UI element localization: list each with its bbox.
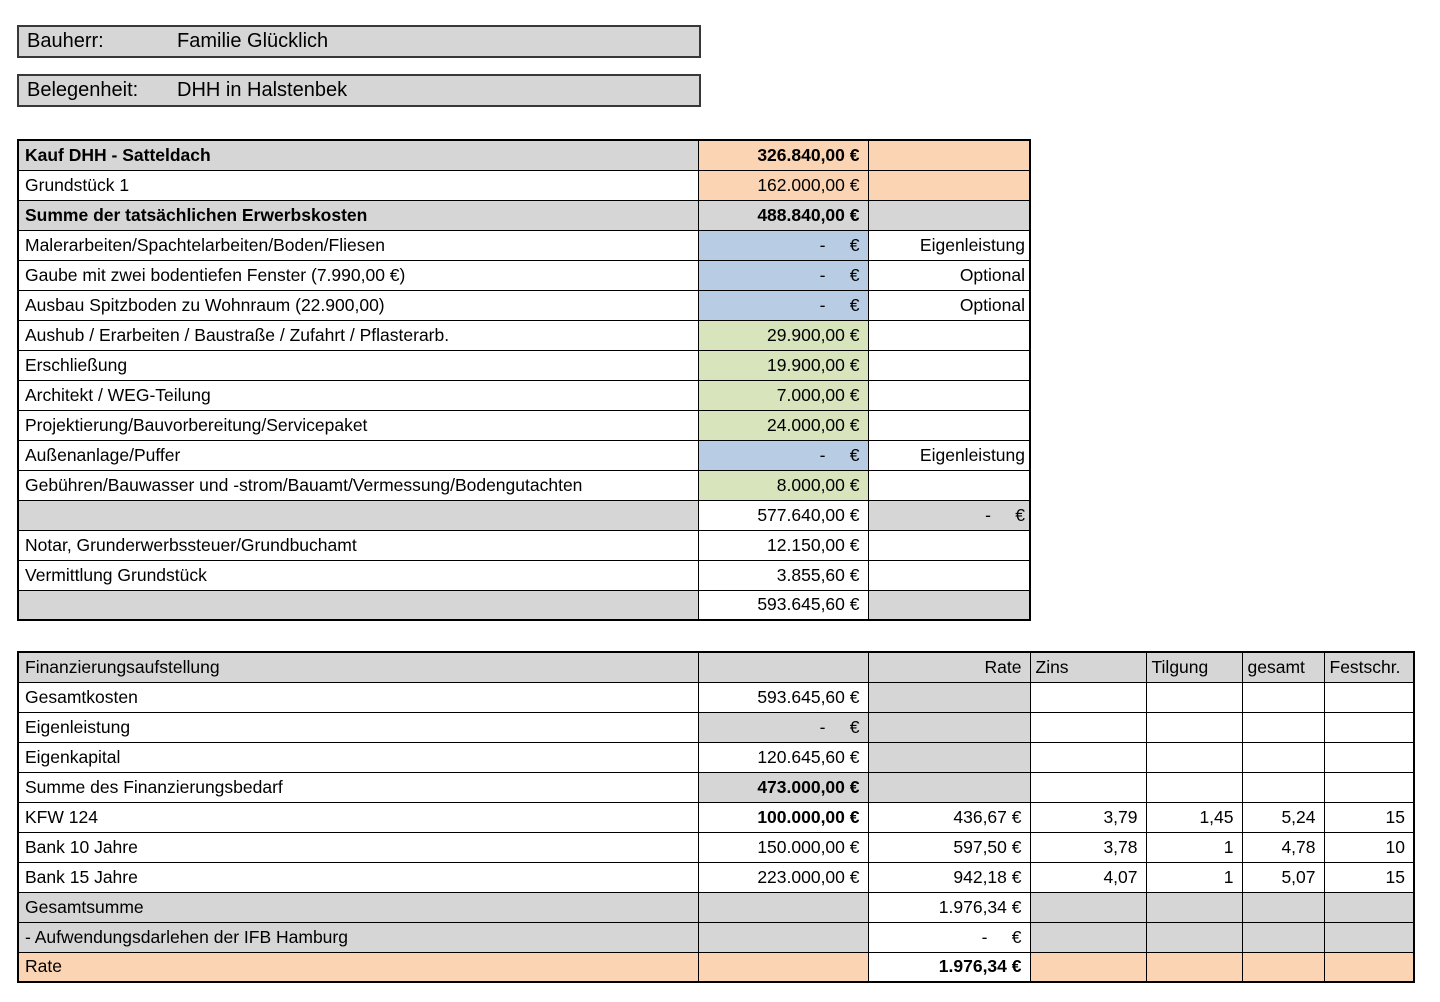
table-row [18,590,1030,620]
finance-tilgung-cell: 1 [1146,832,1242,862]
finance-zins-cell [1030,682,1146,712]
table-row [18,832,1414,862]
finance-zins-cell [1030,922,1146,952]
finance-title-cell: Finanzierungsaufstellung [18,652,698,682]
finance-festschr-cell [1324,922,1414,952]
table-row [18,862,1414,892]
cost-amount-cell: 577.640,00 € [698,500,868,530]
finance-amount-cell: 473.000,00 € [698,772,868,802]
finance-rate-cell: 597,50 € [868,832,1030,862]
finance-amount-cell: 150.000,00 € [698,832,868,862]
finance-gesamt-cell: 5,24 [1242,802,1324,832]
finance-rate-cell: 1.976,34 € [868,892,1030,922]
finance-festschr-cell [1324,712,1414,742]
cost-note-cell: Eigenleistung [868,230,1030,260]
finance-rate-cell: 1.976,34 € [868,952,1030,982]
finance-gesamt-cell: 4,78 [1242,832,1324,862]
cost-amount-cell: 162.000,00 € [698,170,868,200]
table-row [18,742,1414,772]
finance-label-cell: - Aufwendungsdarlehen der IFB Hamburg [18,922,698,952]
finance-zins-cell: 3,78 [1030,832,1146,862]
finance-rate-cell [868,742,1030,772]
cost-amount-cell: 8.000,00 € [698,470,868,500]
finance-zins-cell [1030,772,1146,802]
table-row [18,410,1030,440]
cost-label-cell: Kauf DHH - Satteldach [18,140,698,170]
table-row [18,802,1414,832]
cost-amount-cell: - € [698,260,868,290]
cost-label-cell: Aushub / Erarbeiten / Baustraße / Zufahrt / Pflasterarb. [18,320,698,350]
finance-festschr-cell: 10 [1324,832,1414,862]
cost-note-cell [868,170,1030,200]
finance-zins-cell [1030,742,1146,772]
finance-amount-cell [698,922,868,952]
table-row [18,712,1414,742]
finance-label-cell: Summe des Finanzierungsbedarf [18,772,698,802]
cost-note-cell [868,470,1030,500]
finance-header-tilgung-cell: Tilgung [1146,652,1242,682]
belegenheit-box [17,74,701,107]
cost-amount-cell: 593.645,60 € [698,590,868,620]
cost-note-cell: - € [868,500,1030,530]
cost-note-cell [868,200,1030,230]
finance-header-row [18,652,1414,682]
cost-note-cell [868,140,1030,170]
finance-tilgung-cell [1146,922,1242,952]
finance-festschr-cell [1324,952,1414,982]
finance-label-cell: Eigenleistung [18,712,698,742]
finance-tilgung-cell [1146,682,1242,712]
cost-amount-cell: 29.900,00 € [698,320,868,350]
finance-zins-cell [1030,892,1146,922]
cost-label-cell: Erschließung [18,350,698,380]
cost-label-cell: Projektierung/Bauvorbereitung/Servicepaket [18,410,698,440]
finance-tilgung-cell [1146,712,1242,742]
finance-gesamt-cell [1242,682,1324,712]
finance-label-cell: Gesamtkosten [18,682,698,712]
finance-festschr-cell [1324,682,1414,712]
cost-label-cell [18,500,698,530]
cost-amount-cell: 488.840,00 € [698,200,868,230]
finance-label-cell: Eigenkapital [18,742,698,772]
cost-label-cell: Ausbau Spitzboden zu Wohnraum (22.900,00) [18,290,698,320]
table-row [18,892,1414,922]
finance-label-cell: KFW 124 [18,802,698,832]
table-row [18,922,1414,952]
finance-tilgung-cell: 1 [1146,862,1242,892]
finance-tilgung-cell [1146,772,1242,802]
cost-amount-cell: 19.900,00 € [698,350,868,380]
cost-amount-cell: 24.000,00 € [698,410,868,440]
finance-festschr-cell: 15 [1324,862,1414,892]
finance-rate-cell [868,712,1030,742]
finance-gesamt-cell [1242,742,1324,772]
table-row [18,682,1414,712]
cost-label-cell [18,590,698,620]
cost-note-cell: Optional [868,290,1030,320]
finance-zins-cell: 4,07 [1030,862,1146,892]
cost-amount-cell: - € [698,440,868,470]
table-row [18,530,1030,560]
table-row [18,140,1030,170]
table-row [18,500,1030,530]
cost-label-cell: Summe der tatsächlichen Erwerbskosten [18,200,698,230]
finance-amount-cell [698,892,868,922]
cost-label-cell: Außenanlage/Puffer [18,440,698,470]
cost-note-cell: Optional [868,260,1030,290]
finance-festschr-cell [1324,892,1414,922]
table-row [18,470,1030,500]
finance-rate-cell: 436,67 € [868,802,1030,832]
bauherr-box [17,25,701,58]
cost-note-cell [868,350,1030,380]
cost-note-cell [868,380,1030,410]
cost-note-cell [868,530,1030,560]
cost-amount-cell: - € [698,290,868,320]
cost-amount-cell: 12.150,00 € [698,530,868,560]
belegenheit-value: DHH in Halstenbek [177,79,348,101]
finance-tilgung-cell [1146,952,1242,982]
belegenheit-label: Belegenheit: [27,79,139,101]
cost-label-cell: Malerarbeiten/Spachtelarbeiten/Boden/Fliesen [18,230,698,260]
finance-gesamt-cell [1242,922,1324,952]
finance-gesamt-cell [1242,952,1324,982]
finance-festschr-cell [1324,742,1414,772]
cost-label-cell: Gaube mit zwei bodentiefen Fenster (7.990,00 €) [18,260,698,290]
table-row [18,560,1030,590]
finance-festschr-cell [1324,772,1414,802]
table-row [18,440,1030,470]
finance-amount-cell: 120.645,60 € [698,742,868,772]
finance-zins-cell [1030,712,1146,742]
table-row [18,200,1030,230]
finance-gesamt-cell: 5,07 [1242,862,1324,892]
cost-label-cell: Grundstück 1 [18,170,698,200]
cost-note-cell [868,410,1030,440]
finance-label-cell: Bank 15 Jahre [18,862,698,892]
cost-label-cell: Vermittlung Grundstück [18,560,698,590]
cost-amount-cell: 326.840,00 € [698,140,868,170]
table-row [18,772,1414,802]
cost-note-cell [868,590,1030,620]
finance-festschr-cell: 15 [1324,802,1414,832]
cost-note-cell [868,560,1030,590]
finance-tilgung-cell [1146,742,1242,772]
cost-label-cell: Notar, Grunderwerbssteuer/Grundbuchamt [18,530,698,560]
finance-header-festschr-cell: Festschr. [1324,652,1414,682]
cost-amount-cell: 7.000,00 € [698,380,868,410]
table-row [18,260,1030,290]
finance-header-empty-cell [698,652,868,682]
cost-note-cell [868,320,1030,350]
cost-note-cell: Eigenleistung [868,440,1030,470]
finance-amount-cell: 100.000,00 € [698,802,868,832]
finance-amount-cell: - € [698,712,868,742]
cost-amount-cell: - € [698,230,868,260]
cost-label-cell: Gebühren/Bauwasser und -strom/Bauamt/Vermessung/Bodengutachten [18,470,698,500]
finance-rate-cell [868,772,1030,802]
table-row [18,350,1030,380]
bauherr-label: Bauherr: [27,30,104,52]
finance-label-cell: Gesamtsumme [18,892,698,922]
finance-label-cell: Rate [18,952,698,982]
finance-label-cell: Bank 10 Jahre [18,832,698,862]
finance-header-zins-cell: Zins [1030,652,1146,682]
table-row [18,170,1030,200]
finance-tilgung-cell [1146,892,1242,922]
table-row [18,290,1030,320]
table-row [18,230,1030,260]
finance-zins-cell [1030,952,1146,982]
finance-gesamt-cell [1242,712,1324,742]
table-row [18,952,1414,982]
finance-amount-cell [698,952,868,982]
cost-label-cell: Architekt / WEG-Teilung [18,380,698,410]
finance-rate-cell: - € [868,922,1030,952]
table-row [18,380,1030,410]
bauherr-value: Familie Glücklich [177,30,329,52]
finance-tilgung-cell: 1,45 [1146,802,1242,832]
finance-header-rate-cell: Rate [868,652,1030,682]
finance-table [17,651,1415,983]
finance-gesamt-cell [1242,772,1324,802]
finance-amount-cell: 223.000,00 € [698,862,868,892]
cost-amount-cell: 3.855,60 € [698,560,868,590]
finance-header-gesamt-cell: gesamt [1242,652,1324,682]
finance-amount-cell: 593.645,60 € [698,682,868,712]
finance-rate-cell [868,682,1030,712]
table-row [18,320,1030,350]
finance-zins-cell: 3,79 [1030,802,1146,832]
finance-gesamt-cell [1242,892,1324,922]
finance-rate-cell: 942,18 € [868,862,1030,892]
cost-table [17,139,1031,621]
